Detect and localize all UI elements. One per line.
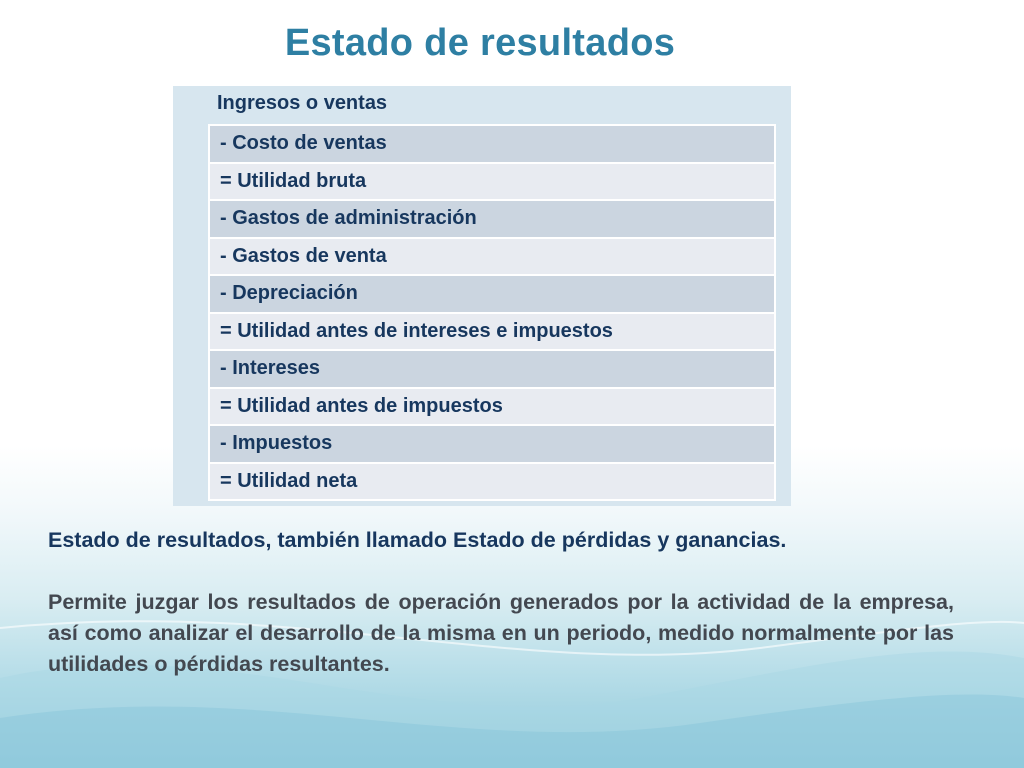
definition-text: Estado de resultados, también llamado Estado de pérdidas y ganancias. <box>48 528 787 552</box>
table-row: = Utilidad neta <box>208 464 776 502</box>
table-header: Ingresos o ventas <box>217 92 388 114</box>
table-row: - Depreciación <box>208 276 776 314</box>
table-row: - Gastos de venta <box>208 239 776 277</box>
table-rows <box>208 124 776 501</box>
table-row: - Intereses <box>208 351 776 389</box>
slide-title: Estado de resultados <box>284 22 676 64</box>
description-paragraph: Permite juzgar los resultados de operación generados por la actividad de la empresa, así como analizar el desarrollo de la misma en un periodo, medido normalmente por las utilidades o pérdidas resultantes. <box>48 590 954 676</box>
table-row: = Utilidad antes de impuestos <box>208 389 776 427</box>
table-row: - Costo de ventas <box>208 126 776 164</box>
table-row: - Impuestos <box>208 426 776 464</box>
table-row: = Utilidad bruta <box>208 164 776 202</box>
table-row: = Utilidad antes de intereses e impuestos <box>208 314 776 352</box>
income-statement-table <box>173 86 791 506</box>
table-row: - Gastos de administración <box>208 201 776 239</box>
